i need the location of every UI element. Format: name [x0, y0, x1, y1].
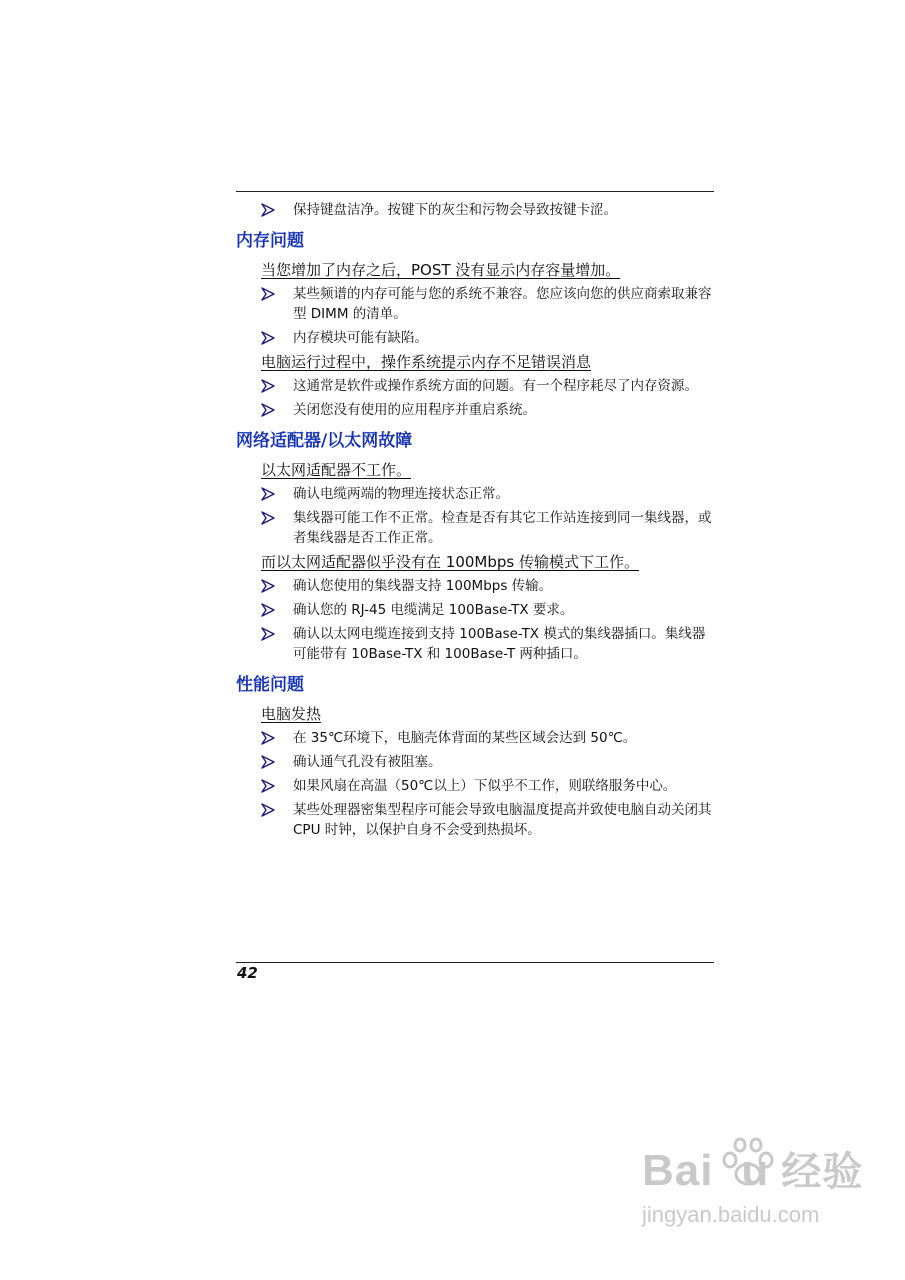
subsection-heading-text: 而以太网适配器似乎没有在 100Mbps 传输模式下工作。: [261, 553, 639, 571]
bullet-text: 确认以太网电缆连接到支持 100Base-TX 模式的集线器插口。集线器可能带有 10Base-TX 和 100Base-T 两种插口。: [293, 626, 706, 662]
watermark-logo-text: Bai u 经验: [642, 1146, 864, 1195]
top-rule: [236, 191, 714, 192]
intro-bullet-text: 保持键盘洁净。按键下的灰尘和污物会导致按键卡涩。: [293, 202, 617, 218]
subsection-heading-text: 当您增加了内存之后，POST 没有显示内存容量增加。: [261, 261, 621, 279]
bullet-item: [236, 576, 714, 596]
bullet-item: [236, 776, 714, 796]
section-title: 内存问题: [236, 231, 304, 251]
bullet-item: [236, 284, 714, 324]
subsection-heading: [261, 704, 714, 724]
bullet-item: [236, 800, 714, 840]
subsection-heading: [261, 352, 714, 372]
arrow-bullet-icon: [260, 486, 276, 502]
bullet-text: 集线器可能工作不正常。检查是否有其它工作站连接到同一集线器，或者集线器是否工作正常。: [293, 510, 712, 546]
bullet-item: [236, 752, 714, 772]
subsection-heading: [261, 460, 714, 480]
arrow-bullet-icon: [260, 402, 276, 418]
bullet-text: 关闭您没有使用的应用程序并重启系统。: [293, 402, 536, 418]
intro-bullet: [236, 200, 714, 220]
bullet-text: 确认您的 RJ-45 电缆满足 100Base-TX 要求。: [293, 602, 574, 618]
arrow-bullet-icon: [260, 378, 276, 394]
bullet-item: [236, 624, 714, 664]
bullet-text: 某些频谱的内存可能与您的系统不兼容。您应该向您的供应商索取兼容型 DIMM 的清单。: [293, 286, 712, 322]
bullet-item: [236, 376, 714, 396]
arrow-bullet-icon: [260, 626, 276, 642]
bullet-text: 在 35℃环境下，电脑壳体背面的某些区域会达到 50℃。: [293, 730, 637, 746]
bullet-text: 某些处理器密集型程序可能会导致电脑温度提高并致使电脑自动关闭其 CPU 时钟，以保护自身不会受到热损坏。: [293, 802, 712, 838]
bullet-item: [236, 508, 714, 548]
bullet-item: [236, 728, 714, 748]
arrow-bullet-icon: [260, 286, 276, 302]
bullet-item: [236, 400, 714, 420]
subsection-heading: [261, 260, 714, 280]
subsection-heading-text: 电脑运行过程中，操作系统提示内存不足错误消息: [261, 353, 592, 371]
bottom-rule: [236, 962, 714, 963]
arrow-bullet-icon: [260, 754, 276, 770]
bullet-text: 如果风扇在高温（50℃以上）下似乎不工作，则联络服务中心。: [293, 778, 677, 794]
bullet-text: 确认通气孔没有被阻塞。: [293, 754, 442, 770]
bullet-item: [236, 600, 714, 620]
section-title: 网络适配器/以太网故障: [236, 431, 413, 451]
arrow-bullet-icon: [260, 202, 276, 218]
arrow-bullet-icon: [260, 730, 276, 746]
subsection-heading-text: 电脑发热: [261, 705, 322, 723]
arrow-bullet-icon: [260, 510, 276, 526]
arrow-bullet-icon: [260, 778, 276, 794]
watermark-url: jingyan.baidu.com: [642, 1202, 820, 1227]
page-content: [236, 200, 714, 844]
bullet-item: [236, 328, 714, 348]
subsection-heading: [261, 552, 714, 572]
arrow-bullet-icon: [260, 578, 276, 594]
page-number: 42: [237, 964, 258, 982]
paw-icon: [716, 1136, 780, 1188]
arrow-bullet-icon: [260, 802, 276, 818]
section-title: 性能问题: [236, 675, 304, 695]
baidu-watermark: [642, 1140, 867, 1250]
bullet-text: 内存模块可能有缺陷。: [293, 330, 428, 346]
bullet-item: [236, 484, 714, 504]
bullet-text: 确认电缆两端的物理连接状态正常。: [293, 486, 509, 502]
bullet-text: 这通常是软件或操作系统方面的问题。有一个程序耗尽了内存资源。: [293, 378, 698, 394]
arrow-bullet-icon: [260, 602, 276, 618]
bullet-text: 确认您使用的集线器支持 100Mbps 传输。: [293, 578, 553, 594]
subsection-heading-text: 以太网适配器不工作。: [261, 461, 412, 479]
arrow-bullet-icon: [260, 330, 276, 346]
